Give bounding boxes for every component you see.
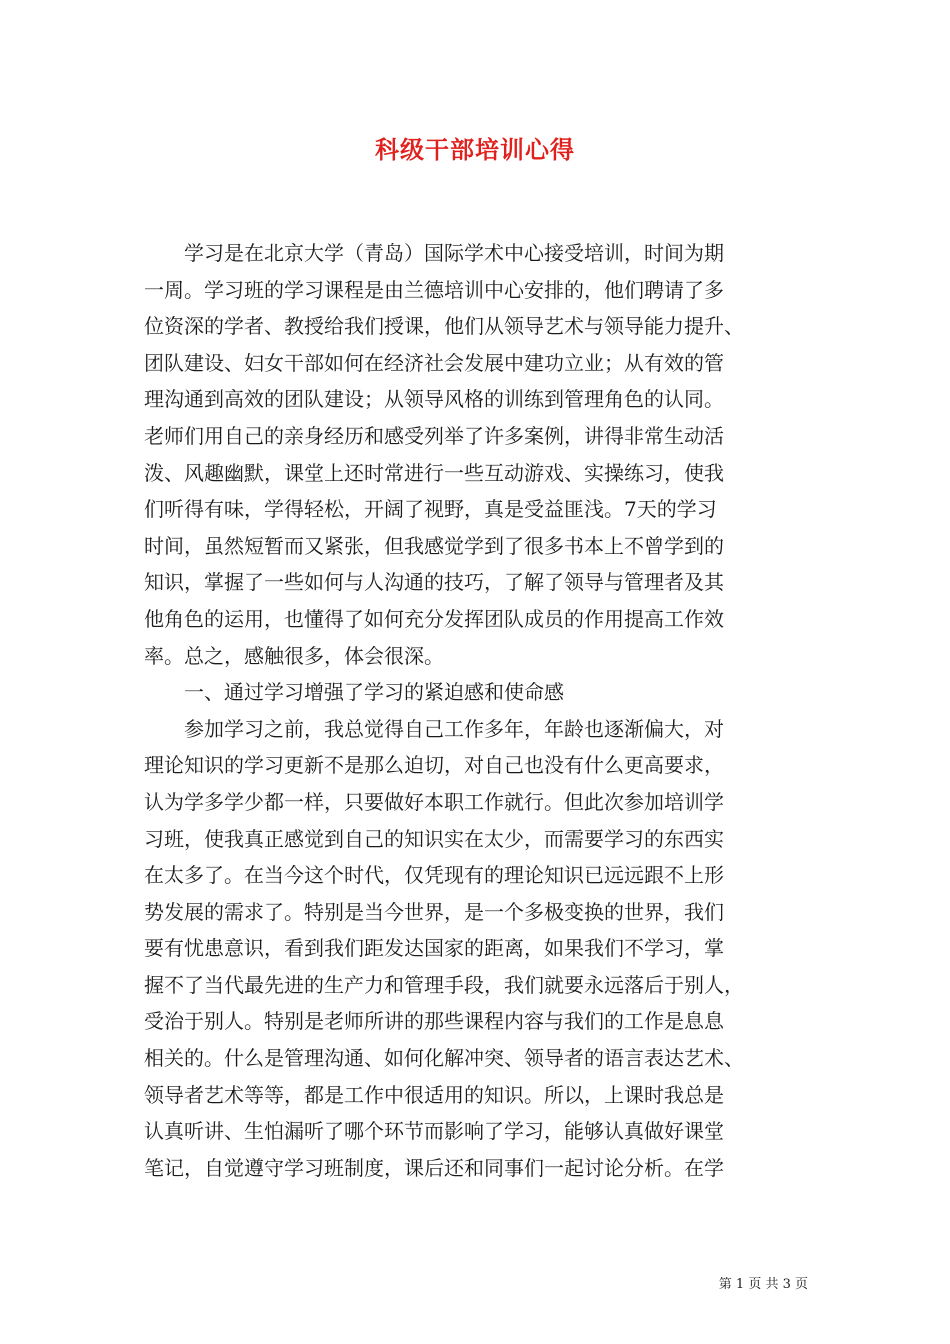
body-text-line: 一周。学习班的学习课程是由兰德培训中心安排的，他们聘请了多	[144, 277, 724, 302]
document-title: 科级干部培训心得	[375, 135, 575, 164]
body-text-line: 认为学多学少都一样，只要做好本职工作就行。但此次参加培训学	[144, 789, 724, 814]
body-text-line: 老师们用自己的亲身经历和感受列举了许多案例，讲得非常生动活	[144, 423, 724, 448]
body-text-line: 率。总之，感触很多，体会很深。	[144, 643, 444, 668]
body-text-line: 他角色的运用，也懂得了如何充分发挥团队成员的作用提高工作效	[144, 606, 724, 631]
body-text-line: 们听得有味，学得轻松，开阔了视野，真是受益匪浅。7天的学习	[144, 497, 717, 522]
body-text-line: 知识，掌握了一些如何与人沟通的技巧，了解了领导与管理者及其	[144, 570, 724, 595]
body-text-line: 要有忧患意识，看到我们距发达国家的距离，如果我们不学习，掌	[144, 936, 724, 961]
body-text-line: 理论知识的学习更新不是那么迫切，对自己也没有什么更高要求，	[144, 753, 724, 778]
page-number-footer: 第 1 页 共 3 页	[718, 1277, 808, 1292]
body-text-line: 领导者艺术等等，都是工作中很适用的知识。所以，上课时我总是	[144, 1082, 724, 1107]
body-text-line: 习班，使我真正感觉到自己的知识实在太少，而需要学习的东西实	[144, 826, 724, 851]
body-text-line: 学习是在北京大学（青岛）国际学术中心接受培训，时间为期	[144, 241, 724, 265]
body-text-line: 时间，虽然短暂而又紧张，但我感觉学到了很多书本上不曾学到的	[144, 533, 724, 558]
body-text-line: 一、通过学习增强了学习的紧迫感和使命感	[144, 680, 564, 705]
body-text-line: 位资深的学者、教授给我们授课，他们从领导艺术与领导能力提升、	[144, 314, 744, 339]
body-text-line: 理沟通到高效的团队建设；从领导风格的训练到管理角色的认同。	[144, 387, 724, 412]
body-text-line: 参加学习之前，我总觉得自己工作多年，年龄也逐渐偏大，对	[144, 716, 724, 741]
body-text-line: 笔记，自觉遵守学习班制度，课后还和同事们一起讨论分析。在学	[144, 1155, 724, 1180]
body-text-line: 势发展的需求了。特别是当今世界，是一个多极变换的世界，我们	[144, 899, 724, 924]
document-body	[144, 235, 809, 1186]
body-text-line: 相关的。什么是管理沟通、如何化解冲突、领导者的语言表达艺术、	[144, 1046, 744, 1071]
body-text-line: 泼、风趣幽默，课堂上还时常进行一些互动游戏、实操练习，使我	[144, 460, 724, 485]
body-text-line: 受治于别人。特别是老师所讲的那些课程内容与我们的工作是息息	[144, 1009, 724, 1034]
body-text-line: 在太多了。在当今这个时代，仅凭现有的理论知识已远远跟不上形	[144, 863, 724, 888]
body-text-line: 握不了当代最先进的生产力和管理手段，我们就要永远落后于别人，	[144, 972, 744, 997]
body-text-line: 团队建设、妇女干部如何在经济社会发展中建功立业；从有效的管	[144, 350, 724, 375]
body-text-line: 认真听讲、生怕漏听了哪个环节而影响了学习，能够认真做好课堂	[144, 1119, 724, 1144]
